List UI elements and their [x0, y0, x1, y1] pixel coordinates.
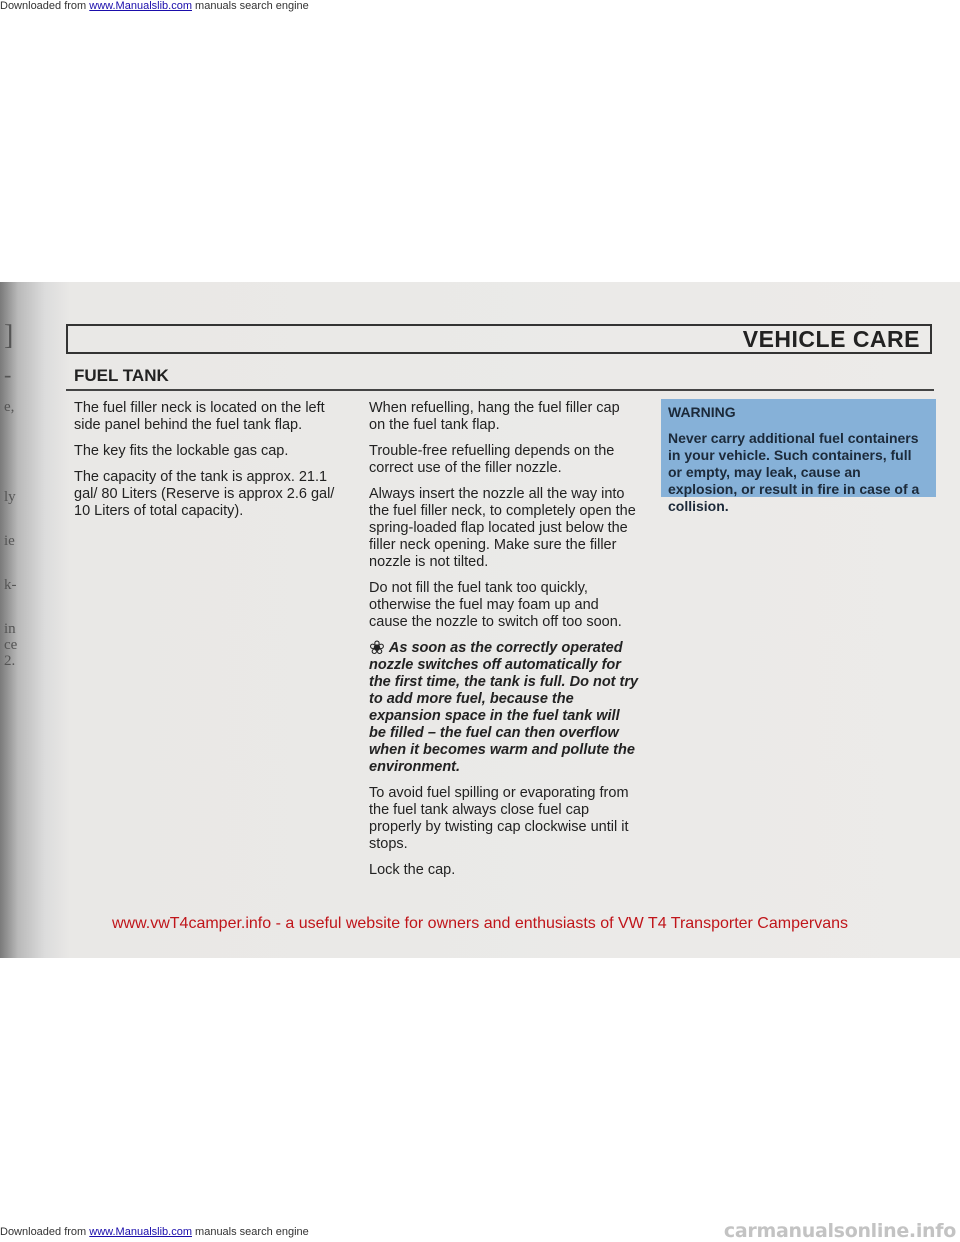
edge-mark: ce: [4, 637, 18, 653]
environment-leaf-icon: ❀: [369, 638, 385, 659]
manualslib-link[interactable]: www.Manualslib.com: [89, 0, 192, 12]
edge-mark: k-: [4, 577, 17, 593]
warning-box: [661, 399, 936, 514]
banner-suffix: manuals search engine: [191, 0, 309, 12]
vwt4camper-link[interactable]: www.vwT4camper.info - a useful website for owners and enthusiasts of VW T4 Transporter Campervans: [111, 915, 849, 932]
paragraph: To avoid fuel spilling or evaporating from the fuel tank always close fuel cap properly by twisting cap clockwise until it stops.: [369, 785, 629, 852]
manual-page-scan: [0, 282, 960, 958]
paragraph: Lock the cap.: [369, 862, 456, 878]
edge-mark: 2.: [4, 653, 16, 669]
edge-mark: -: [4, 362, 12, 387]
environment-note: [369, 640, 639, 776]
edge-mark: ]: [4, 320, 14, 351]
paragraph: When refuelling, hang the fuel filler cap on the fuel tank flap.: [369, 400, 620, 433]
warning-text: Never carry additional fuel containers in your vehicle. Such containers, full or empty, may leak, cause an explosion, or result in fire in case of a collision.: [668, 430, 920, 514]
edge-mark: ly: [4, 489, 16, 505]
bottom-download-banner: [0, 1220, 960, 1242]
paragraph: The capacity of the tank is approx. 21.1 gal/ 80 Liters (Reserve is approx 2.6 gal/ 10 Liters of total capacity).: [74, 469, 335, 519]
chapter-header-box: [66, 324, 932, 354]
edge-mark: e,: [4, 399, 15, 415]
middle-text-column: [369, 400, 639, 888]
paragraph: The fuel filler neck is located on the left side panel behind the fuel tank flap.: [74, 400, 325, 433]
edge-mark: ie: [4, 533, 15, 549]
paragraph: Always insert the nozzle all the way into the fuel filler neck, to completely open the spring-loaded flap located just below the filler neck opening. Make sure the filler nozzle is not tilted.: [369, 486, 636, 570]
warning-title: WARNING: [668, 404, 736, 420]
environment-note-text: As soon as the correctly operated nozzle switches off automatically for the first time, the tank is full. Do not try to add more fuel, because the expansion space in the fuel tank will be filled – the fuel can then overflow when it becomes warm and pollute the environment.: [369, 640, 639, 775]
section-divider: [66, 389, 934, 391]
top-download-banner: [0, 0, 309, 12]
banner-prefix: Downloaded from: [0, 1226, 90, 1238]
left-text-column: [74, 400, 346, 529]
edge-mark: in: [4, 621, 16, 637]
section-title: FUEL TANK: [74, 366, 169, 385]
banner-suffix: manuals search engine: [191, 1226, 309, 1238]
carmanualsonline-watermark: carmanualsonline.info: [723, 1220, 956, 1242]
chapter-title: VEHICLE CARE: [742, 326, 920, 352]
manualslib-link[interactable]: www.Manualslib.com: [89, 1226, 192, 1238]
paragraph: Trouble-free refuelling depends on the correct use of the filler nozzle.: [369, 443, 615, 476]
banner-prefix: Downloaded from: [0, 0, 90, 12]
paragraph: The key fits the lockable gas cap.: [74, 443, 289, 459]
paragraph: Do not fill the fuel tank too quickly, otherwise the fuel may foam up and cause the nozzle to switch off too soon.: [369, 580, 622, 630]
